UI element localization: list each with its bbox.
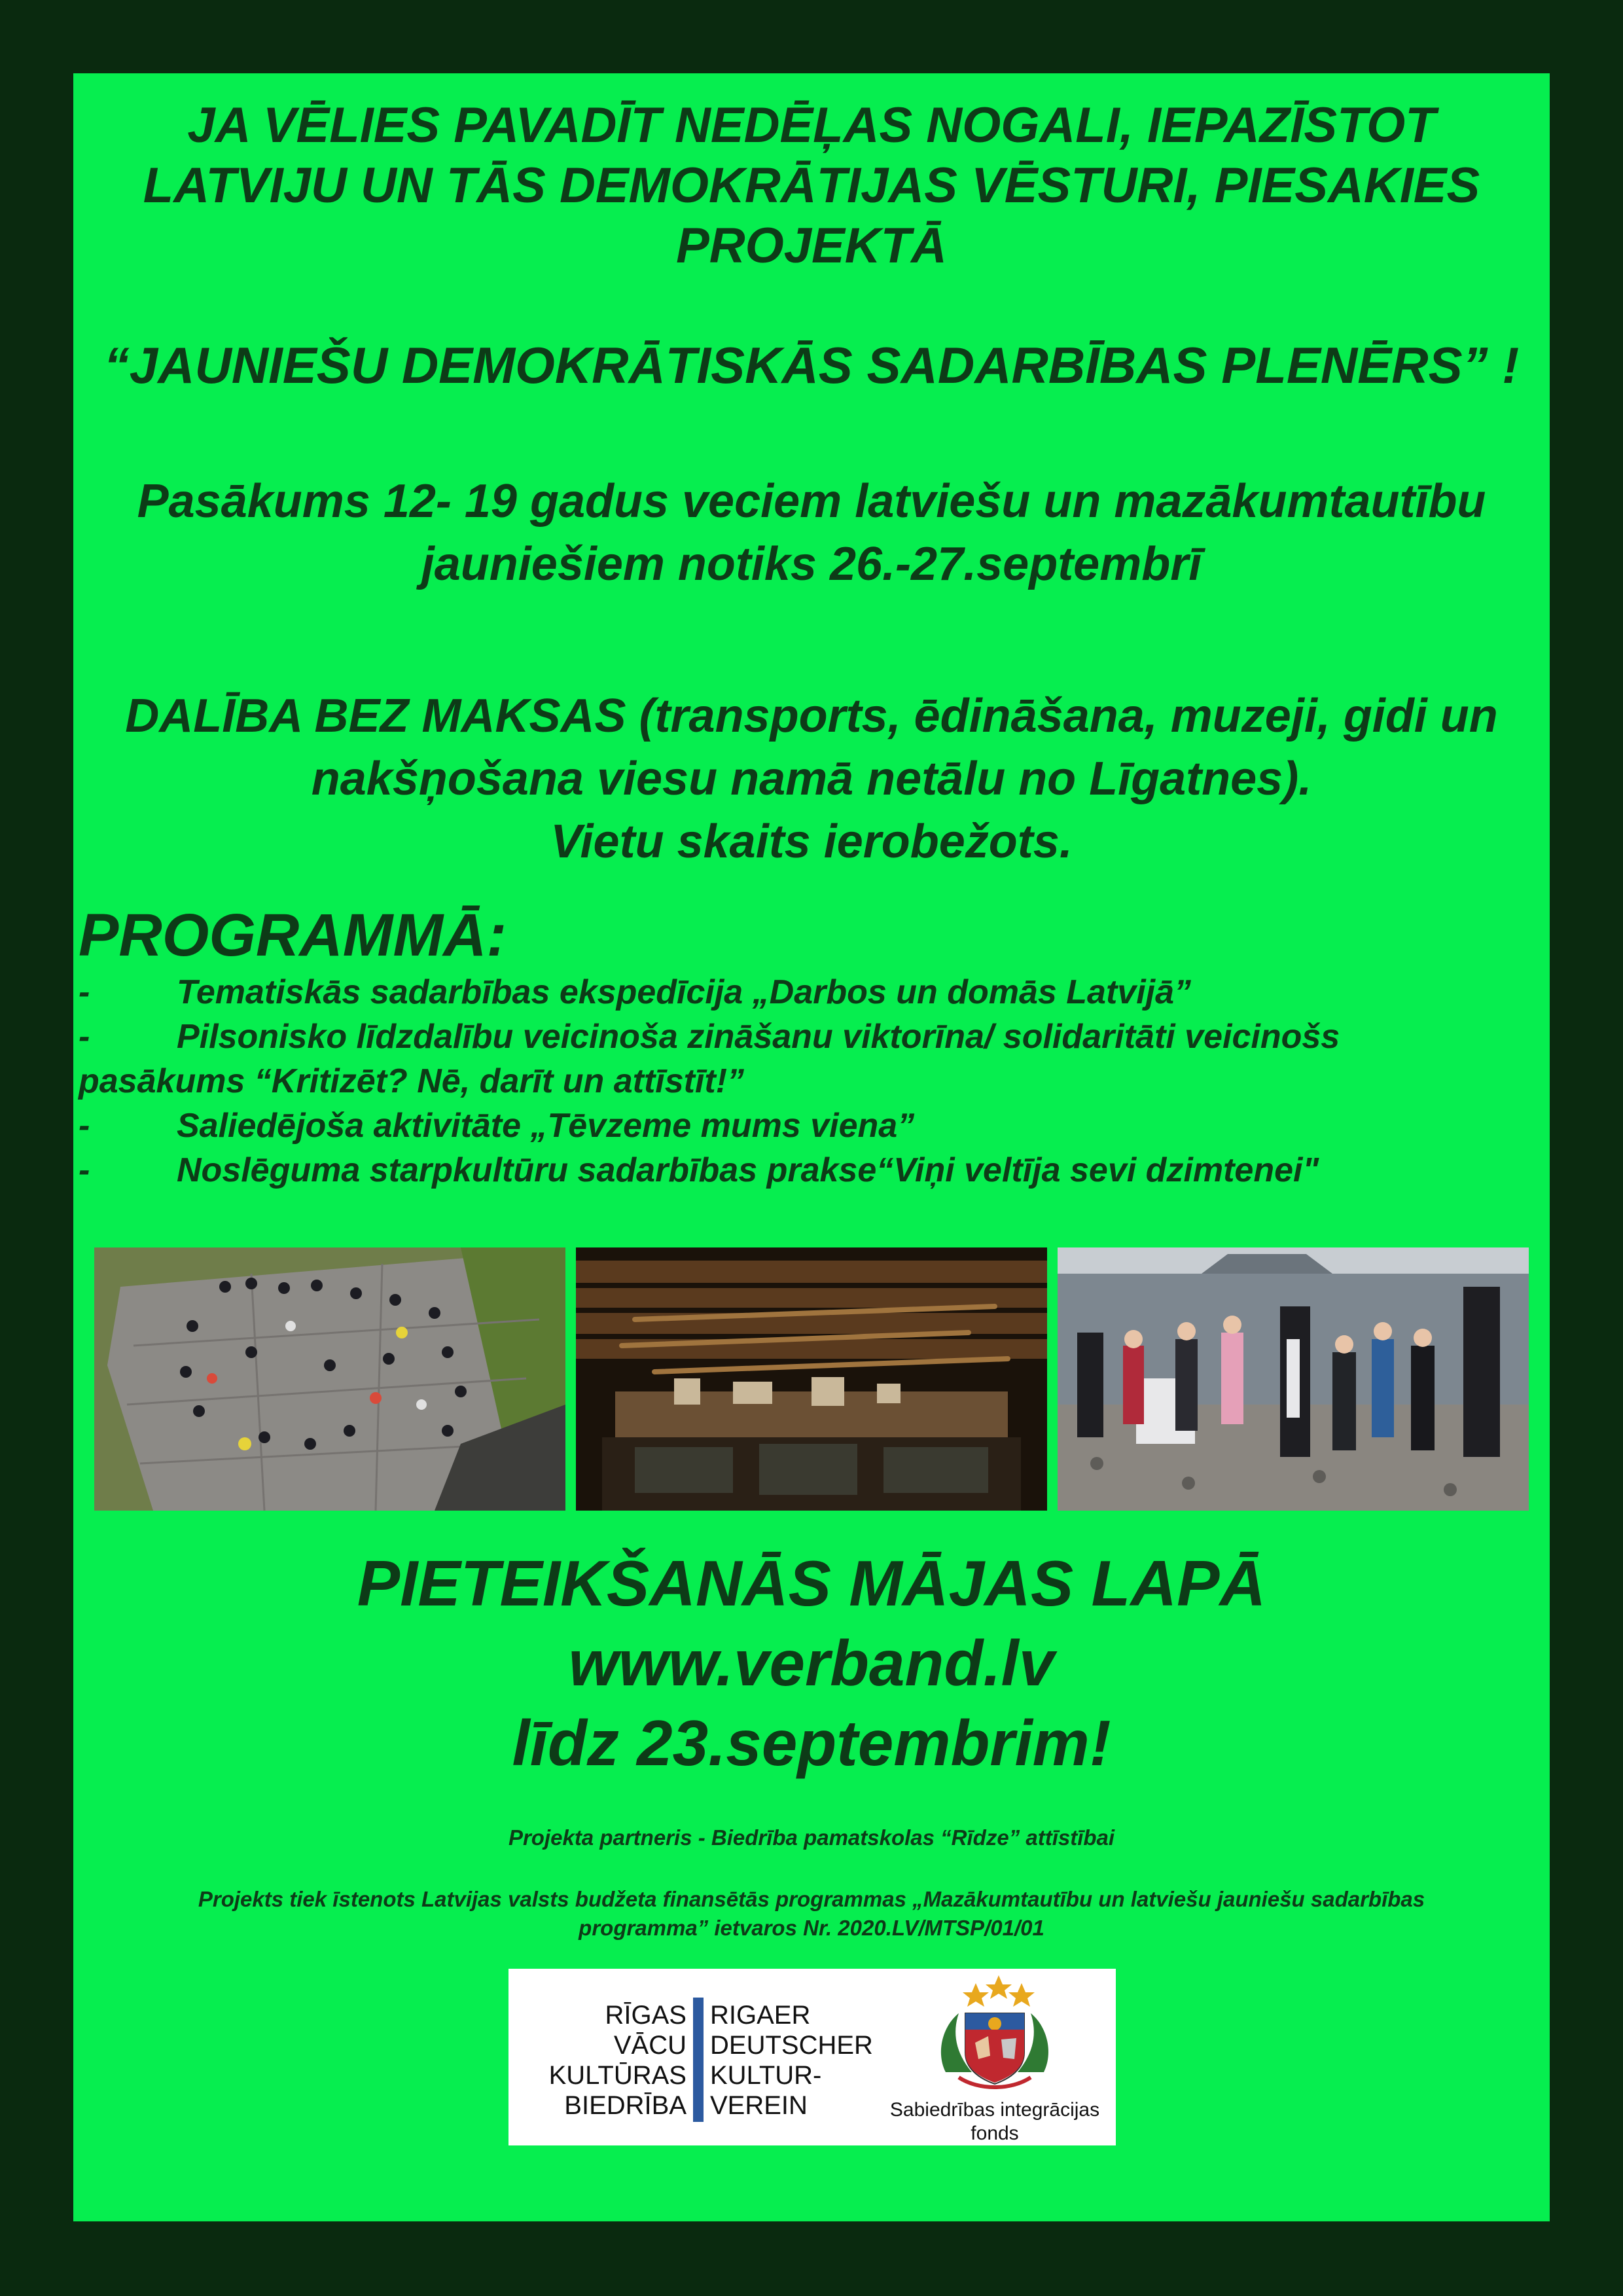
logo-divider-bar [693, 1998, 704, 2122]
list-dash: - [79, 1107, 90, 1145]
logo-line: VEREIN [710, 2091, 808, 2120]
intro-heading [73, 96, 1550, 276]
rdkv-logo-text [710, 2000, 880, 2121]
programme-item-text: Tematiskās sadarbības ekspedīcija „Darbos un domās Latvijā” [177, 973, 1192, 1011]
programme-heading: PROGRAMMĀ: [79, 902, 507, 969]
intro-line: JA VĒLIES PAVADĪT NEDĒĻAS NOGALI, IEPAZĪSTOT [187, 98, 1436, 153]
logo-line: KULTUR- [710, 2061, 822, 2090]
programme-item-text: Pilsonisko līdzdalību veicinoša zināšanu viktorīna/ solidaritāti veicinošs [177, 1018, 1340, 1056]
logo-line: RĪGAS [605, 2001, 687, 2030]
sponsor-logos [508, 1969, 1116, 2145]
event-line: jauniešiem notiks 26.-27.septembrī [421, 538, 1202, 590]
funding-line: Projekts tiek īstenots Latvijas valsts budžeta finansētās programmas „Mazākumtautību un latviešu jauniešu sadarbības [198, 1887, 1425, 1911]
programme-item [79, 1148, 1544, 1193]
event-info [73, 470, 1550, 596]
programme-item [79, 1103, 1544, 1148]
programme-item-text: Saliedējoša aktivitāte „Tēvzeme mums viena” [177, 1107, 915, 1145]
signup-url: www.verband.lv [568, 1627, 1055, 1699]
project-title: “JAUNIEŠU DEMOKRĀTISKĀS SADARBĪBAS PLENĒRS” ! [103, 336, 1520, 394]
photo-courtyard-statues [1058, 1247, 1529, 1511]
logo-line: KULTŪRAS [548, 2061, 687, 2090]
programme-item [79, 970, 1544, 1014]
programme-item-text: Noslēguma starpkultūru sadarbības prakse“Viņi veltīja sevi dzimtenei" [177, 1151, 1319, 1189]
programme-item [79, 1014, 1544, 1103]
poster [73, 73, 1550, 2221]
list-dash: - [79, 1151, 90, 1189]
project-partner: Projekta partneris - Biedrība pamatskolas “Rīdze” attīstībai [508, 1825, 1115, 1850]
signup-info [73, 1543, 1550, 1783]
participation-info [73, 685, 1550, 873]
intro-line: PROJEKTĀ [676, 218, 947, 274]
participation-line: Vietu skaits ierobežots. [550, 816, 1073, 868]
programme-list [79, 970, 1544, 1193]
sif-logo-text [887, 2098, 1103, 2145]
photo-group-exercise [94, 1247, 565, 1511]
logo-line: fonds [971, 2123, 1019, 2144]
event-line: Pasākums 12- 19 gadus veciem latviešu un mazākumtautību [137, 475, 1486, 528]
latvian-coat-of-arms-icon [933, 1974, 1057, 2095]
participation-line: nakšņošana viesu namā netālu no Līgatnes). [311, 753, 1312, 805]
programme-item-continuation: pasākums “Kritizēt? Nē, darīt un attīstīt!” [79, 1062, 745, 1100]
logo-line: VĀCU [613, 2031, 687, 2060]
logo-line: RIGAER [710, 2001, 811, 2030]
list-dash: - [79, 973, 90, 1011]
rvkb-logo-text [508, 2000, 687, 2121]
intro-line: LATVIJU UN TĀS DEMOKRĀTIJAS VĒSTURI, PIESAKIES [143, 158, 1480, 213]
signup-deadline: līdz 23.septembrim! [512, 1707, 1111, 1779]
logo-line: DEUTSCHER [710, 2031, 873, 2060]
photo-strip [94, 1247, 1529, 1511]
funding-note [152, 1885, 1471, 1943]
logo-line: Sabiedrības integrācijas [889, 2099, 1100, 2121]
photo-museum-display [576, 1247, 1047, 1511]
funding-line: programma” ietvaros Nr. 2020.LV/MTSP/01/01 [579, 1916, 1044, 1940]
signup-heading: PIETEIKŠANĀS MĀJAS LAPĀ [357, 1547, 1266, 1619]
participation-line: DALĪBA BEZ MAKSAS (transports, ēdināšana, muzeji, gidi un [125, 690, 1498, 742]
list-dash: - [79, 1018, 90, 1056]
logo-line: BIEDRĪBA [564, 2091, 687, 2120]
